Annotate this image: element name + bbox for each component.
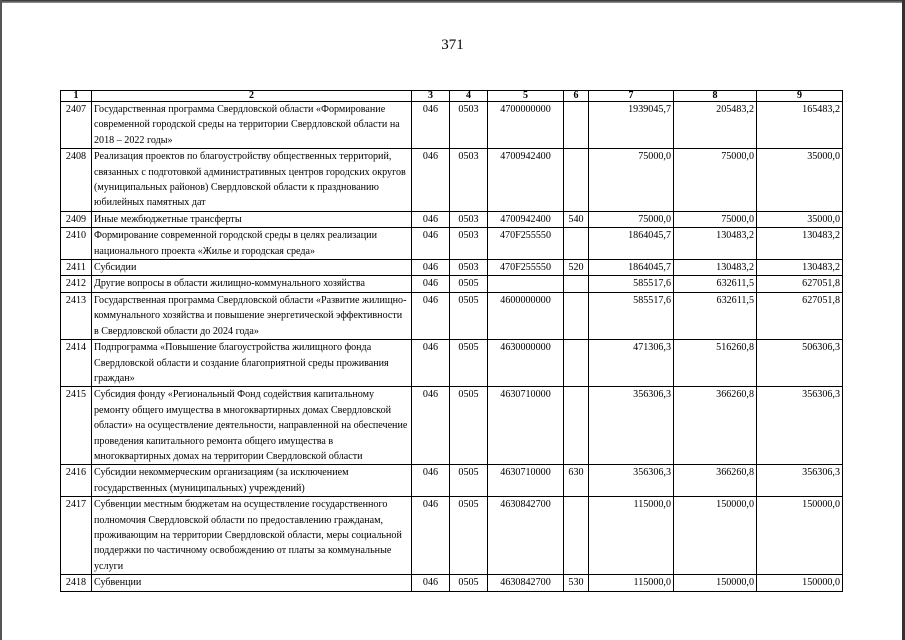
table-row [61,575,843,591]
row-code-5: 4630842700 [488,575,564,591]
row-number: 2409 [61,211,92,227]
row-number: 2413 [61,292,92,339]
row-code-4: 0505 [450,387,488,465]
row-code-5: 4700000000 [488,102,564,149]
row-code-3: 046 [412,465,450,497]
row-code-6 [564,497,589,575]
row-name: Субсидии некоммерческим организациям (за исключением государственных (муниципальных) учреждений) [92,465,412,497]
row-code-3: 046 [412,340,450,387]
row-value-9: 150000,0 [757,497,843,575]
row-code-4: 0503 [450,228,488,260]
row-code-5: 4700942400 [488,149,564,212]
col-header-2: 2 [92,91,412,102]
row-code-3: 046 [412,228,450,260]
row-code-4: 0505 [450,340,488,387]
row-value-9: 165483,2 [757,102,843,149]
row-code-6 [564,228,589,260]
row-code-4: 0505 [450,276,488,292]
table-body [61,102,843,592]
row-code-6 [564,276,589,292]
row-code-3: 046 [412,149,450,212]
row-value-8: 632611,5 [674,292,757,339]
row-value-7: 356306,3 [589,387,674,465]
row-code-3: 046 [412,292,450,339]
row-name: Государственная программа Свердловской области «Формирование современной городской среды на территории Свердловской области на 2018 – 2022 годы» [92,102,412,149]
row-value-8: 150000,0 [674,575,757,591]
col-header-9: 9 [757,91,843,102]
row-name: Иные межбюджетные трансферты [92,211,412,227]
row-value-7: 75000,0 [589,211,674,227]
row-value-7: 115000,0 [589,575,674,591]
row-number: 2415 [61,387,92,465]
row-value-9: 150000,0 [757,575,843,591]
row-value-9: 35000,0 [757,149,843,212]
row-value-8: 75000,0 [674,149,757,212]
col-header-7: 7 [589,91,674,102]
row-number: 2414 [61,340,92,387]
row-value-8: 75000,0 [674,211,757,227]
col-header-8: 8 [674,91,757,102]
row-value-7: 1864045,7 [589,228,674,260]
row-name: Субвенции [92,575,412,591]
row-number: 2418 [61,575,92,591]
row-value-8: 150000,0 [674,497,757,575]
row-name: Субвенции местным бюджетам на осуществление государственного полномочия Свердловской области по предоставлению гражданам, проживающим на территории Свердловской области, меры социальной поддержки по частичному освобождению от платы за коммунальные услуги [92,497,412,575]
row-code-6 [564,292,589,339]
row-code-6 [564,149,589,212]
row-value-8: 366260,8 [674,465,757,497]
col-header-6: 6 [564,91,589,102]
row-code-6: 530 [564,575,589,591]
budget-table [60,90,843,592]
row-code-6: 520 [564,260,589,276]
row-code-4: 0503 [450,149,488,212]
col-header-5: 5 [488,91,564,102]
row-code-3: 046 [412,497,450,575]
row-name: Другие вопросы в области жилищно-коммунального хозяйства [92,276,412,292]
row-number: 2417 [61,497,92,575]
row-code-5: 4600000000 [488,292,564,339]
row-number: 2416 [61,465,92,497]
row-code-4: 0503 [450,211,488,227]
header-row [61,91,843,102]
row-code-4: 0505 [450,292,488,339]
row-value-8: 130483,2 [674,260,757,276]
row-code-5 [488,276,564,292]
row-code-3: 046 [412,276,450,292]
row-value-7: 471306,3 [589,340,674,387]
row-code-6 [564,387,589,465]
row-code-4: 0503 [450,102,488,149]
row-value-9: 356306,3 [757,387,843,465]
table-row [61,292,843,339]
row-code-5: 470F255550 [488,228,564,260]
row-value-8: 516260,8 [674,340,757,387]
row-value-7: 585517,6 [589,276,674,292]
table-row [61,465,843,497]
row-code-5: 4630710000 [488,465,564,497]
row-code-6: 630 [564,465,589,497]
row-code-4: 0503 [450,260,488,276]
row-number: 2412 [61,276,92,292]
table-row [61,276,843,292]
col-header-3: 3 [412,91,450,102]
row-code-4: 0505 [450,465,488,497]
scan-border-left [0,0,2,640]
row-name: Подпрограмма «Повышение благоустройства жилищного фонда Свердловской области и создание благоприятной среды проживания граждан» [92,340,412,387]
table-row [61,340,843,387]
table-row [61,260,843,276]
row-name: Реализация проектов по благоустройству общественных территорий, связанных с подготовкой административных центров городских округов (муниципальных районов) Свердловской области к празднованию юбилейных памятных дат [92,149,412,212]
row-name: Субсидии [92,260,412,276]
row-name: Субсидия фонду «Региональный Фонд содействия капитальному ремонту общего имущества в многоквартирных домах Свердловской области» на осуществление деятельности, направленной на обеспечение проведения капитального ремонта общего имущества в многоквартирных домах на территории Свердловской области [92,387,412,465]
table-row [61,387,843,465]
row-code-6: 540 [564,211,589,227]
row-value-9: 130483,2 [757,228,843,260]
row-code-5: 4630710000 [488,387,564,465]
row-value-9: 627051,8 [757,292,843,339]
row-code-6 [564,340,589,387]
row-code-3: 046 [412,102,450,149]
table-row [61,228,843,260]
scan-border-top [0,0,905,3]
table-row [61,149,843,212]
col-header-1: 1 [61,91,92,102]
row-value-9: 130483,2 [757,260,843,276]
row-code-3: 046 [412,211,450,227]
row-value-7: 585517,6 [589,292,674,339]
row-code-3: 046 [412,575,450,591]
row-code-5: 4630000000 [488,340,564,387]
row-value-9: 506306,3 [757,340,843,387]
col-header-4: 4 [450,91,488,102]
table-row [61,211,843,227]
table-row [61,102,843,149]
table-row [61,497,843,575]
row-number: 2411 [61,260,92,276]
row-number: 2410 [61,228,92,260]
page-number: 371 [441,37,464,53]
row-value-7: 356306,3 [589,465,674,497]
row-code-5: 4630842700 [488,497,564,575]
row-number: 2408 [61,149,92,212]
row-code-4: 0505 [450,575,488,591]
row-code-5: 4700942400 [488,211,564,227]
row-code-4: 0505 [450,497,488,575]
row-value-7: 75000,0 [589,149,674,212]
row-value-9: 356306,3 [757,465,843,497]
row-value-8: 205483,2 [674,102,757,149]
row-name: Государственная программа Свердловской области «Развитие жилищно-коммунального хозяйства и повышение энергетической эффективности в Свердловской области до 2024 года» [92,292,412,339]
row-value-7: 1864045,7 [589,260,674,276]
row-value-9: 35000,0 [757,211,843,227]
row-code-6 [564,102,589,149]
row-number: 2407 [61,102,92,149]
row-value-8: 366260,8 [674,387,757,465]
row-value-9: 627051,8 [757,276,843,292]
row-value-7: 1939045,7 [589,102,674,149]
row-value-8: 632611,5 [674,276,757,292]
row-name: Формирование современной городской среды в целях реализации национального проекта «Жилье и городская среда» [92,228,412,260]
row-code-3: 046 [412,387,450,465]
row-code-3: 046 [412,260,450,276]
row-code-5: 470F255550 [488,260,564,276]
row-value-7: 115000,0 [589,497,674,575]
row-value-8: 130483,2 [674,228,757,260]
